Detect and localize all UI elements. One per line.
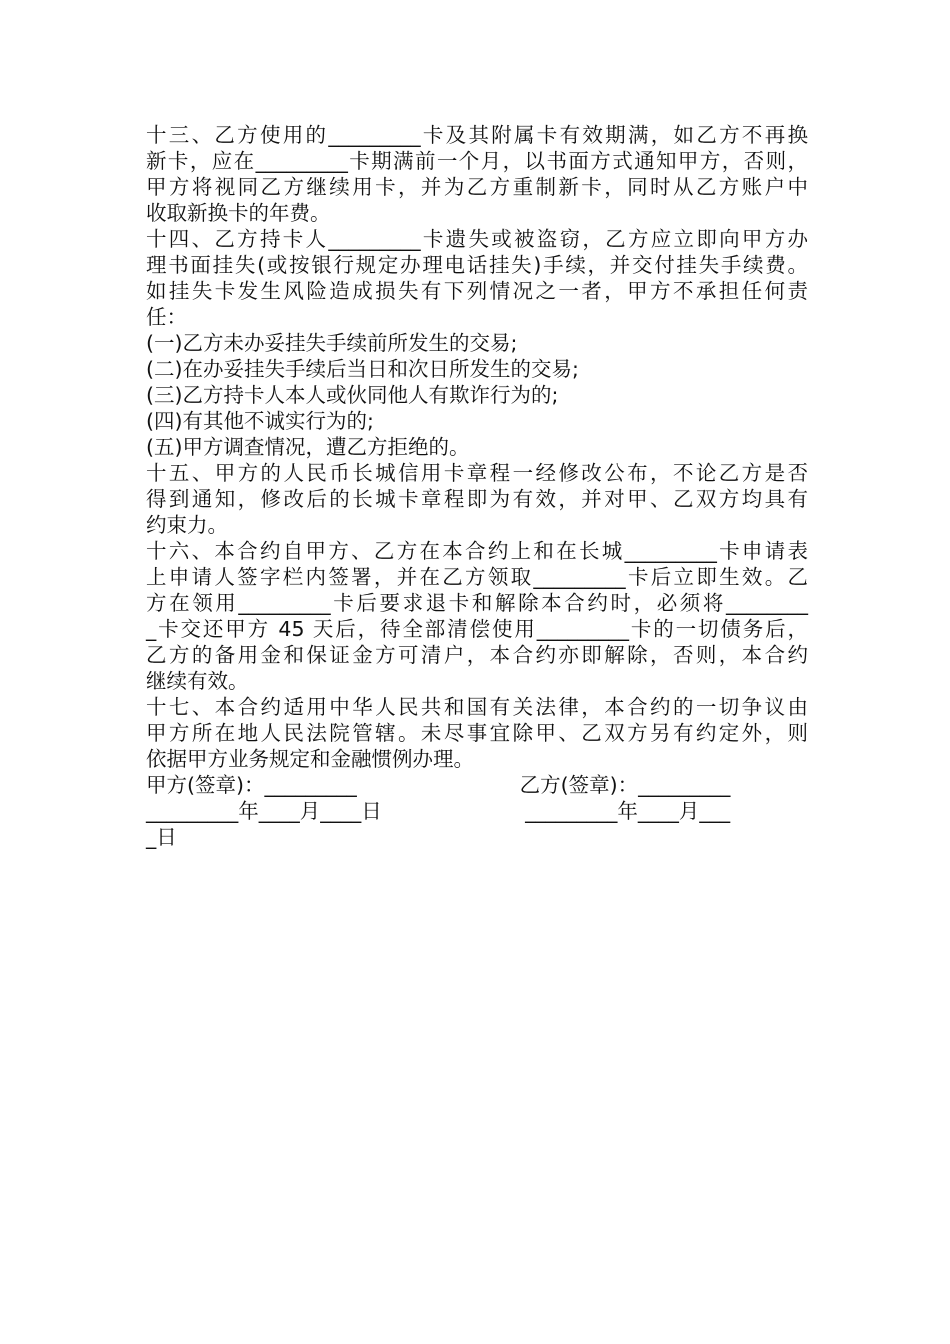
text-line: 甲方所在地人民法院管辖。未尽事宜除甲、乙双方另有约定外，则 xyxy=(146,721,808,745)
text-line: (三)乙方持卡人本人或伙同他人有欺诈行为的; xyxy=(146,383,559,407)
text-line: 收取新换卡的年费。 xyxy=(146,201,331,225)
text-line: 继续有效。 xyxy=(146,669,249,693)
contract-body xyxy=(146,122,808,850)
text-line: 十四、乙方持卡人_________卡遗失或被盗窃，乙方应立即向甲方办 xyxy=(146,227,808,251)
text-line: 十六、本合约自甲方、乙方在本合约上和在长城_________卡申请表 xyxy=(146,539,808,563)
text-line: 依据甲方业务规定和金融惯例办理。 xyxy=(146,747,474,771)
text-line: 理书面挂失(或按银行规定办理电话挂失)手续，并交付挂失手续费。 xyxy=(146,253,808,277)
text-line: 得到通知，修改后的长城卡章程即为有效，并对甲、乙双方均具有 xyxy=(146,487,808,511)
text-line: 十七、本合约适用中华人民共和国有关法律，本合约的一切争议由 xyxy=(146,695,808,719)
text-line: 上申请人签字栏内签署，并在乙方领取_________卡后立即生效。乙 xyxy=(146,565,808,589)
text-line: _________年____月____日 _________年____月___ xyxy=(146,799,731,823)
text-line: (一)乙方未办妥挂失手续前所发生的交易; xyxy=(146,331,518,355)
text-line: 十三、乙方使用的_________卡及其附属卡有效期满，如乙方不再换 xyxy=(146,123,808,147)
text-line: (五)甲方调查情况，遭乙方拒绝的。 xyxy=(146,435,470,459)
text-line: 任： xyxy=(146,305,187,329)
text-line: 乙方的备用金和保证金方可清户，本合约亦即解除，否则，本合约 xyxy=(146,643,808,667)
text-line: 甲方(签章)：_________ 乙方(签章)：_________ xyxy=(146,773,731,797)
text-line: 新卡，应在_________卡期满前一个月，以书面方式通知甲方，否则， xyxy=(146,149,808,173)
text-line: 约束力。 xyxy=(146,513,228,537)
text-line: 如挂失卡发生风险造成损失有下列情况之一者，甲方不承担任何责 xyxy=(146,279,808,303)
text-line: _卡交还甲方 45 天后，待全部清偿使用_________卡的一切债务后， xyxy=(146,617,808,641)
text-line: (二)在办妥挂失手续后当日和次日所发生的交易; xyxy=(146,357,579,381)
text-line: _日 xyxy=(146,825,177,849)
text-line: (四)有其他不诚实行为的; xyxy=(146,409,374,433)
text-line: 十五、甲方的人民币长城信用卡章程一经修改公布，不论乙方是否 xyxy=(146,461,808,485)
text-line: 方在领用_________卡后要求退卡和解除本合约时，必须将________ xyxy=(146,591,808,615)
text-line: 甲方将视同乙方继续用卡，并为乙方重制新卡，同时从乙方账户中 xyxy=(146,175,808,199)
